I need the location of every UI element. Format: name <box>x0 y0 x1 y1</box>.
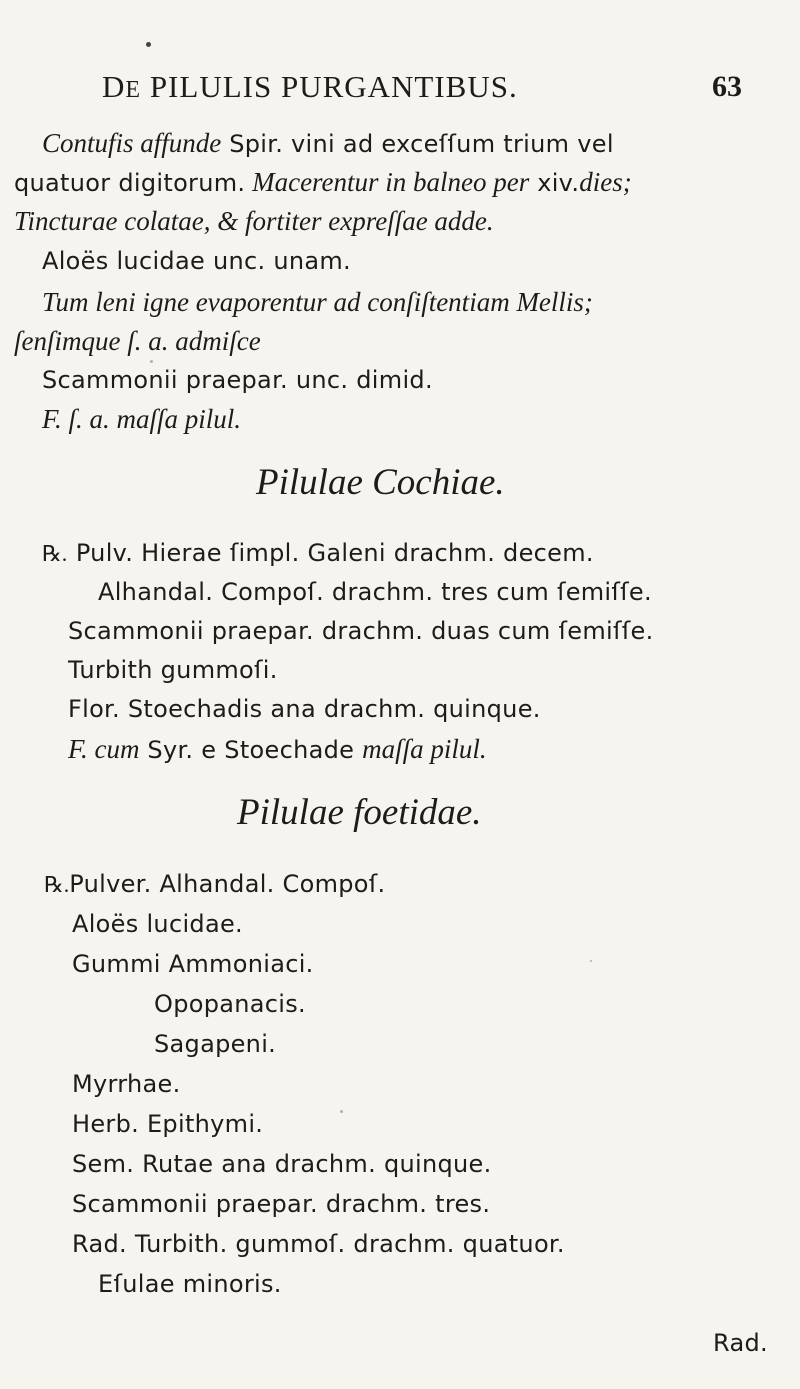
recipe-symbol: ℞. <box>42 541 68 566</box>
ingredient-line: Turbith gummoſi. <box>68 656 278 684</box>
catchword: Rad. <box>713 1329 768 1357</box>
text-line-8: F. ſ. a. maſſa pilul. <box>42 404 242 434</box>
ingredient-line: Eſulae minoris. <box>98 1270 282 1298</box>
italic-phrase: dies; <box>579 167 632 197</box>
running-head-initial: D <box>102 69 126 104</box>
text-segment: Spir. vini ad exceſſum trium vel <box>221 130 614 158</box>
text-line-5: Tum leni igne evaporentur ad conſiſtentiam Mellis; <box>42 287 593 317</box>
text-line-2 <box>14 165 632 200</box>
text-segment: quatuor digitorum. <box>14 169 246 197</box>
instruction-line <box>68 732 487 767</box>
ingredient-line: Scammonii praepar. drachm. tres. <box>72 1190 491 1218</box>
ink-dot <box>146 42 151 47</box>
ingredient-line: Scammonii praepar. drachm. duas cum ſemiſſe. <box>68 617 654 645</box>
text-line-1 <box>42 126 614 161</box>
ingredient-line: Flor. Stoechadis ana drachm. quinque. <box>68 695 541 723</box>
recipe-symbol: ℞. <box>44 872 70 897</box>
italic-phrase: maſſa pilul. <box>362 734 487 764</box>
running-head <box>102 70 518 107</box>
ingredient-line: Alhandal. Compoſ. drachm. tres cum ſemiſſe. <box>98 578 652 606</box>
ingredient-line: Opopanacis. <box>154 990 306 1018</box>
italic-phrase: F. cum <box>68 734 140 764</box>
section-title-cochiae: Pilulae Cochiae. <box>256 462 505 503</box>
italic-phrase: Macerentur in balneo per <box>245 167 530 197</box>
ingredient-line: Rad. Turbith. gummoſ. drachm. quatuor. <box>72 1230 565 1258</box>
text-line-4: Aloës lucidae unc. unam. <box>42 247 351 275</box>
italic-phrase: Contufis affunde <box>42 128 222 158</box>
running-head-small-caps: E <box>125 77 142 103</box>
text-line-7: Scammonii praepar. unc. dimid. <box>42 366 433 394</box>
text-segment: xiv. <box>529 169 580 197</box>
ingredient-line: Gummi Ammoniaci. <box>72 950 314 978</box>
recipe-line <box>44 867 385 902</box>
page-number: 63 <box>712 70 742 103</box>
paper-speck <box>150 360 153 363</box>
section-title-foetidae: Pilulae foetidae. <box>237 792 482 833</box>
ingredient-text: Pulver. Alhandal. Compoſ. <box>69 870 386 898</box>
ingredient-line: Myrrhae. <box>72 1070 181 1098</box>
paper-speck <box>590 960 592 962</box>
text-line-3: Tincturae colatae, & fortiter expreſſae adde. <box>14 206 494 236</box>
recipe-line <box>42 536 594 571</box>
text-segment: Syr. e Stoechade <box>139 736 363 764</box>
ingredient-line: Sem. Rutae ana drachm. quinque. <box>72 1150 492 1178</box>
ingredient-line: Sagapeni. <box>154 1030 277 1058</box>
ingredient-line: Herb. Epithymi. <box>72 1110 264 1138</box>
ingredient-text: Pulv. Hierae ſimpl. Galeni drachm. decem. <box>75 539 594 567</box>
ingredient-line: Aloës lucidae. <box>72 910 243 938</box>
text-line-6: ſenſimque ſ. a. admiſce <box>14 326 261 356</box>
paper-speck <box>340 1110 343 1113</box>
running-head-text: PILULIS PURGANTIBUS. <box>141 69 518 104</box>
